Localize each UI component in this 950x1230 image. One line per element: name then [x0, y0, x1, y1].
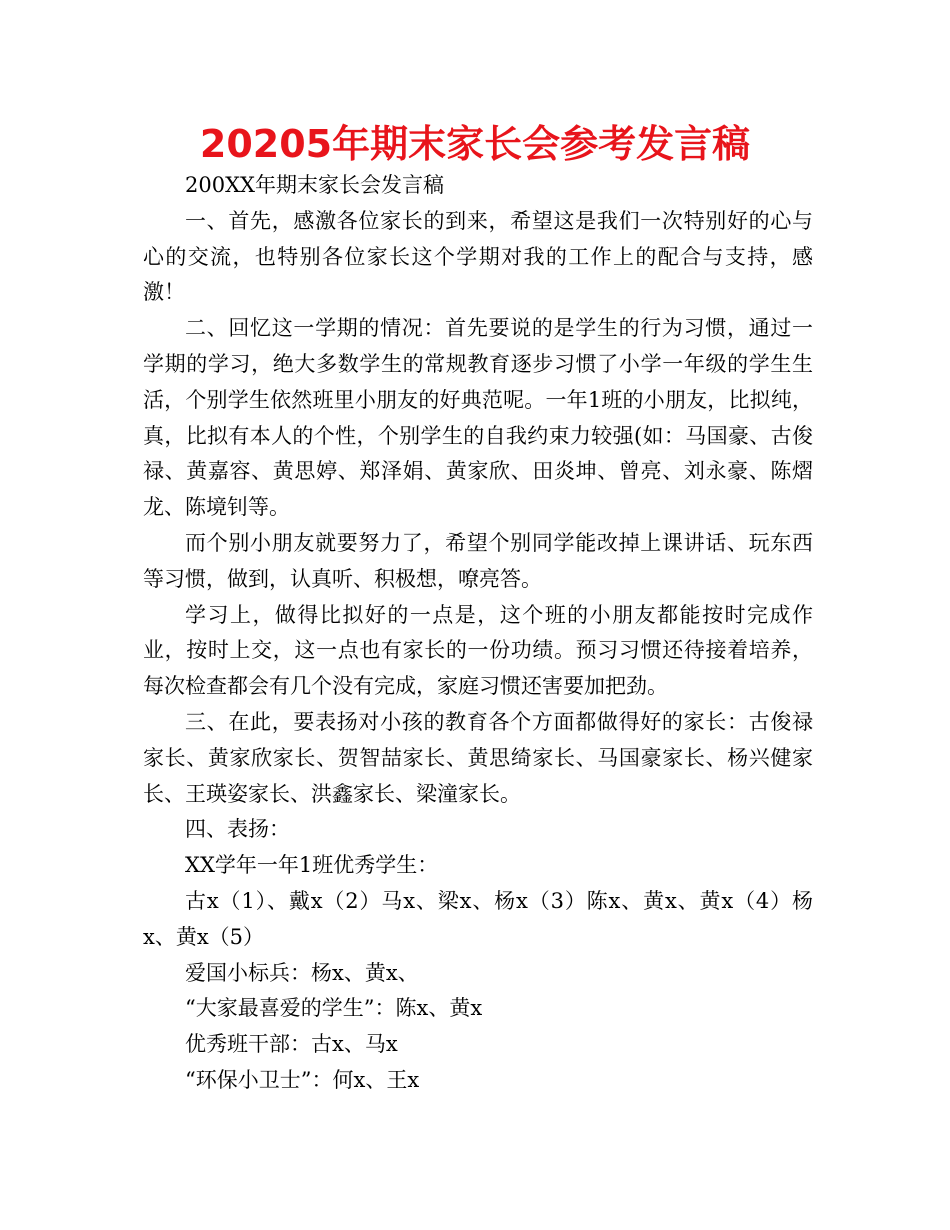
document-title: 20205年期末家长会参考发言稿	[199, 122, 751, 166]
paragraph-parent-praise: 三、在此，要表扬对小孩的教育各个方面都做得好的家长：古俊禄家长、黄家欣家长、贺智喆家长、黄思绮家长、马国豪家长、杨兴健家长、王瑛姿家长、洪鑫家长、梁潼家长。	[143, 709, 813, 806]
paragraph-greeting: 一、首先，感激各位家长的到来，希望这是我们一次特别好的心与心的交流，也特别各位家长这个学期对我的工作上的配合与支持，感激！	[143, 208, 813, 305]
paragraph-excellent-students-heading: XX学年一年1班优秀学生：	[185, 853, 439, 878]
paragraph-excellent-students-list: 古x（1）、戴x（2）马x、梁x、杨x（3）陈x、黄x、黄x（4）杨x、黄x（5）	[143, 888, 813, 949]
paragraph-class-cadre-award: 优秀班干部：古x、马x	[185, 1032, 398, 1057]
paragraph-praise-heading: 四、表扬：	[185, 817, 290, 842]
document-body	[143, 168, 813, 1099]
paragraph-favorite-student-award: “大家最喜爱的学生”：陈x、黄x	[185, 996, 483, 1021]
paragraph-improvement: 而个别小朋友就要努力了，希望个别同学能改掉上课讲话、玩东西等习惯，做到，认真听、积极想，嘹亮答。	[143, 530, 813, 591]
paragraph-subtitle: 200XX年期末家长会发言稿	[185, 173, 444, 197]
paragraph-patriot-award: 爱国小标兵：杨x、黄x、	[185, 960, 419, 985]
paragraph-review: 二、回忆这一学期的情况：首先要说的是学生的行为习惯，通过一学期的学习，绝大多数学生的常规教育逐步习惯了小学一年级的学生生活，个别学生依然班里小朋友的好典范呢。一年1班的小朋友，比拟纯，真，比拟有本人的个性，个别学生的自我约束力较强(如：马国豪、古俊禄、黄嘉容、黄思婷、郑泽娟、黄家欣、田炎坤、曾亮、刘永豪、陈熠龙、陈境钊等。	[143, 316, 813, 520]
paragraph-eco-guardian-award: “环保小卫士”：何x、王x	[185, 1067, 420, 1092]
paragraph-study: 学习上，做得比拟好的一点是，这个班的小朋友都能按时完成作业，按时上交，这一点也有家长的一份功绩。预习习惯还待接着培养，每次检查都会有几个没有完成，家庭习惯还害要加把劲。	[143, 602, 813, 699]
